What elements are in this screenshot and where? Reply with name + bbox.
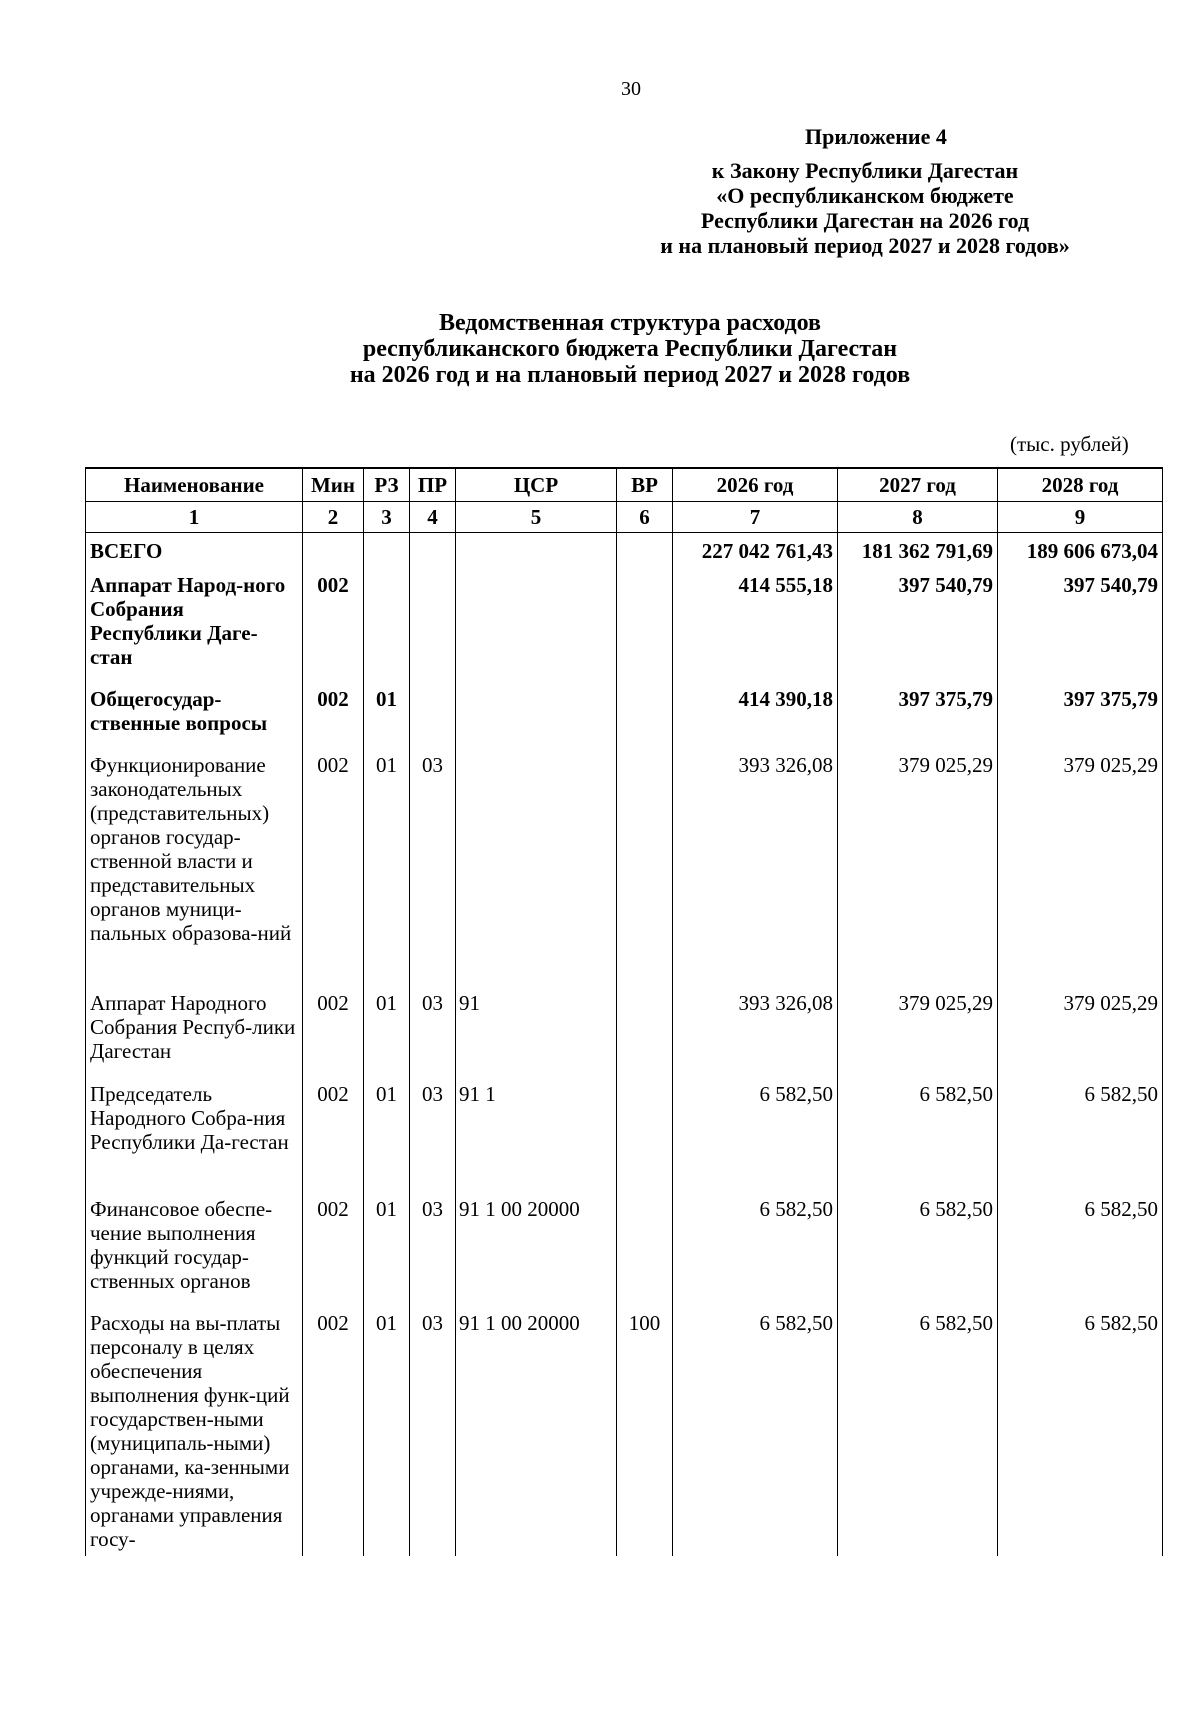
row-2027: 181 362 791,69 (838, 533, 998, 572)
row-2026: 6 582,50 (673, 1309, 838, 1556)
row-rz (364, 533, 410, 572)
table-row (86, 989, 1163, 1080)
row-csr: 91 1 00 20000 (456, 1309, 617, 1556)
row-vr (617, 571, 673, 685)
title-line: республиканского бюджета Республики Дагестан (362, 336, 898, 362)
row-pr: 03 (410, 751, 456, 989)
title-line: на 2026 год и на плановый период 2027 и 2028 годов (349, 362, 911, 388)
col-number: 1 (86, 502, 303, 533)
row-rz: 01 (364, 1195, 410, 1309)
row-2027: 397 375,79 (838, 685, 998, 751)
row-pr (410, 571, 456, 685)
col-header-name: Наименование (86, 468, 303, 502)
row-2028: 397 540,79 (998, 571, 1163, 685)
row-2028: 379 025,29 (998, 989, 1163, 1080)
row-rz: 01 (364, 685, 410, 751)
row-csr (456, 751, 617, 989)
row-csr (456, 533, 617, 572)
appendix-label: Приложение 4 (805, 124, 947, 149)
row-rz: 01 (364, 751, 410, 989)
row-min: 002 (303, 751, 364, 989)
table-row (86, 751, 1163, 989)
row-name: Расходы на вы-платы персоналу в целях обеспечения выполнения функ-ций государствен-ными (муниципаль-ными) органами, ка-зенными учрежде-ниями, органами управления госу- (86, 1309, 303, 1556)
row-2027: 6 582,50 (838, 1080, 998, 1195)
row-vr (617, 1080, 673, 1195)
row-2028: 6 582,50 (998, 1195, 1163, 1309)
row-2026: 6 582,50 (673, 1195, 838, 1309)
document-title (300, 310, 960, 388)
units-label: (тыс. рублей) (1010, 432, 1129, 456)
row-2028: 397 375,79 (998, 685, 1163, 751)
row-min (303, 533, 364, 572)
row-2026: 414 555,18 (673, 571, 838, 685)
row-2026: 227 042 761,43 (673, 533, 838, 572)
row-vr (617, 533, 673, 572)
table-row (86, 685, 1163, 751)
col-header-min: Мин (303, 468, 364, 502)
col-number: 6 (617, 502, 673, 533)
row-rz (364, 571, 410, 685)
col-header-rz: РЗ (364, 468, 410, 502)
row-2027: 397 540,79 (838, 571, 998, 685)
table-row-total (86, 533, 1163, 572)
row-pr (410, 533, 456, 572)
page-number: 30 (621, 78, 641, 100)
law-line: к Закону Республики Дагестан (711, 158, 1019, 183)
row-2027: 379 025,29 (838, 751, 998, 989)
row-2028: 189 606 673,04 (998, 533, 1163, 572)
row-2027: 6 582,50 (838, 1195, 998, 1309)
row-csr (456, 571, 617, 685)
table-row (86, 571, 1163, 685)
law-line: и на плановый период 2027 и 2028 годов» (660, 233, 1070, 258)
header-row (86, 468, 1163, 502)
row-min: 002 (303, 685, 364, 751)
row-min: 002 (303, 571, 364, 685)
row-rz: 01 (364, 989, 410, 1080)
row-2028: 379 025,29 (998, 751, 1163, 989)
row-vr (617, 1195, 673, 1309)
row-2028: 6 582,50 (998, 1309, 1163, 1556)
col-number: 4 (410, 502, 456, 533)
col-number: 7 (673, 502, 838, 533)
table-row (86, 1309, 1163, 1556)
table-row (86, 1080, 1163, 1195)
col-header-vr: ВР (617, 468, 673, 502)
law-reference (640, 158, 1090, 258)
column-number-row (86, 502, 1163, 533)
col-number: 2 (303, 502, 364, 533)
col-header-2026: 2026 год (673, 468, 838, 502)
row-pr: 03 (410, 1195, 456, 1309)
row-vr: 100 (617, 1309, 673, 1556)
law-line: «О республиканском бюджете (716, 183, 1014, 208)
col-number: 5 (456, 502, 617, 533)
row-vr (617, 685, 673, 751)
row-min: 002 (303, 989, 364, 1080)
row-rz: 01 (364, 1080, 410, 1195)
row-csr: 91 (456, 989, 617, 1080)
row-2026: 393 326,08 (673, 751, 838, 989)
row-name: Аппарат Народного Собрания Респуб-лики Дагестан (86, 989, 303, 1080)
row-vr (617, 989, 673, 1080)
col-number: 9 (998, 502, 1163, 533)
row-2028: 6 582,50 (998, 1080, 1163, 1195)
col-header-2028: 2028 год (998, 468, 1163, 502)
row-name: Аппарат Народ-ного Собрания Республики Даге-стан (86, 571, 303, 685)
row-csr: 91 1 (456, 1080, 617, 1195)
table-row (86, 1195, 1163, 1309)
col-header-csr: ЦСР (456, 468, 617, 502)
col-number: 3 (364, 502, 410, 533)
title-line: Ведомственная структура расходов (438, 310, 822, 336)
row-pr: 03 (410, 989, 456, 1080)
col-header-pr: ПР (410, 468, 456, 502)
row-name: ВСЕГО (86, 533, 303, 572)
row-pr: 03 (410, 1080, 456, 1195)
row-2026: 414 390,18 (673, 685, 838, 751)
row-csr (456, 685, 617, 751)
law-line: Республики Дагестан на 2026 год (700, 208, 1030, 233)
row-name: Общегосудар-ственные вопросы (86, 685, 303, 751)
row-csr: 91 1 00 20000 (456, 1195, 617, 1309)
row-vr (617, 751, 673, 989)
row-name: Функционирование законодательных (представительных) органов государ-ственной власти и представительных органов муници-пальных образова-ний (86, 751, 303, 989)
row-pr (410, 685, 456, 751)
row-rz: 01 (364, 1309, 410, 1556)
col-header-2027: 2027 год (838, 468, 998, 502)
row-2027: 379 025,29 (838, 989, 998, 1080)
row-2026: 393 326,08 (673, 989, 838, 1080)
budget-table (85, 467, 1163, 1556)
row-min: 002 (303, 1080, 364, 1195)
row-min: 002 (303, 1195, 364, 1309)
row-2026: 6 582,50 (673, 1080, 838, 1195)
row-pr: 03 (410, 1309, 456, 1556)
col-number: 8 (838, 502, 998, 533)
row-2027: 6 582,50 (838, 1309, 998, 1556)
row-name: Финансовое обеспе-чение выполнения функций государ-ственных органов (86, 1195, 303, 1309)
row-min: 002 (303, 1309, 364, 1556)
row-name: Председатель Народного Собра-ния Республики Да-гестан (86, 1080, 303, 1195)
